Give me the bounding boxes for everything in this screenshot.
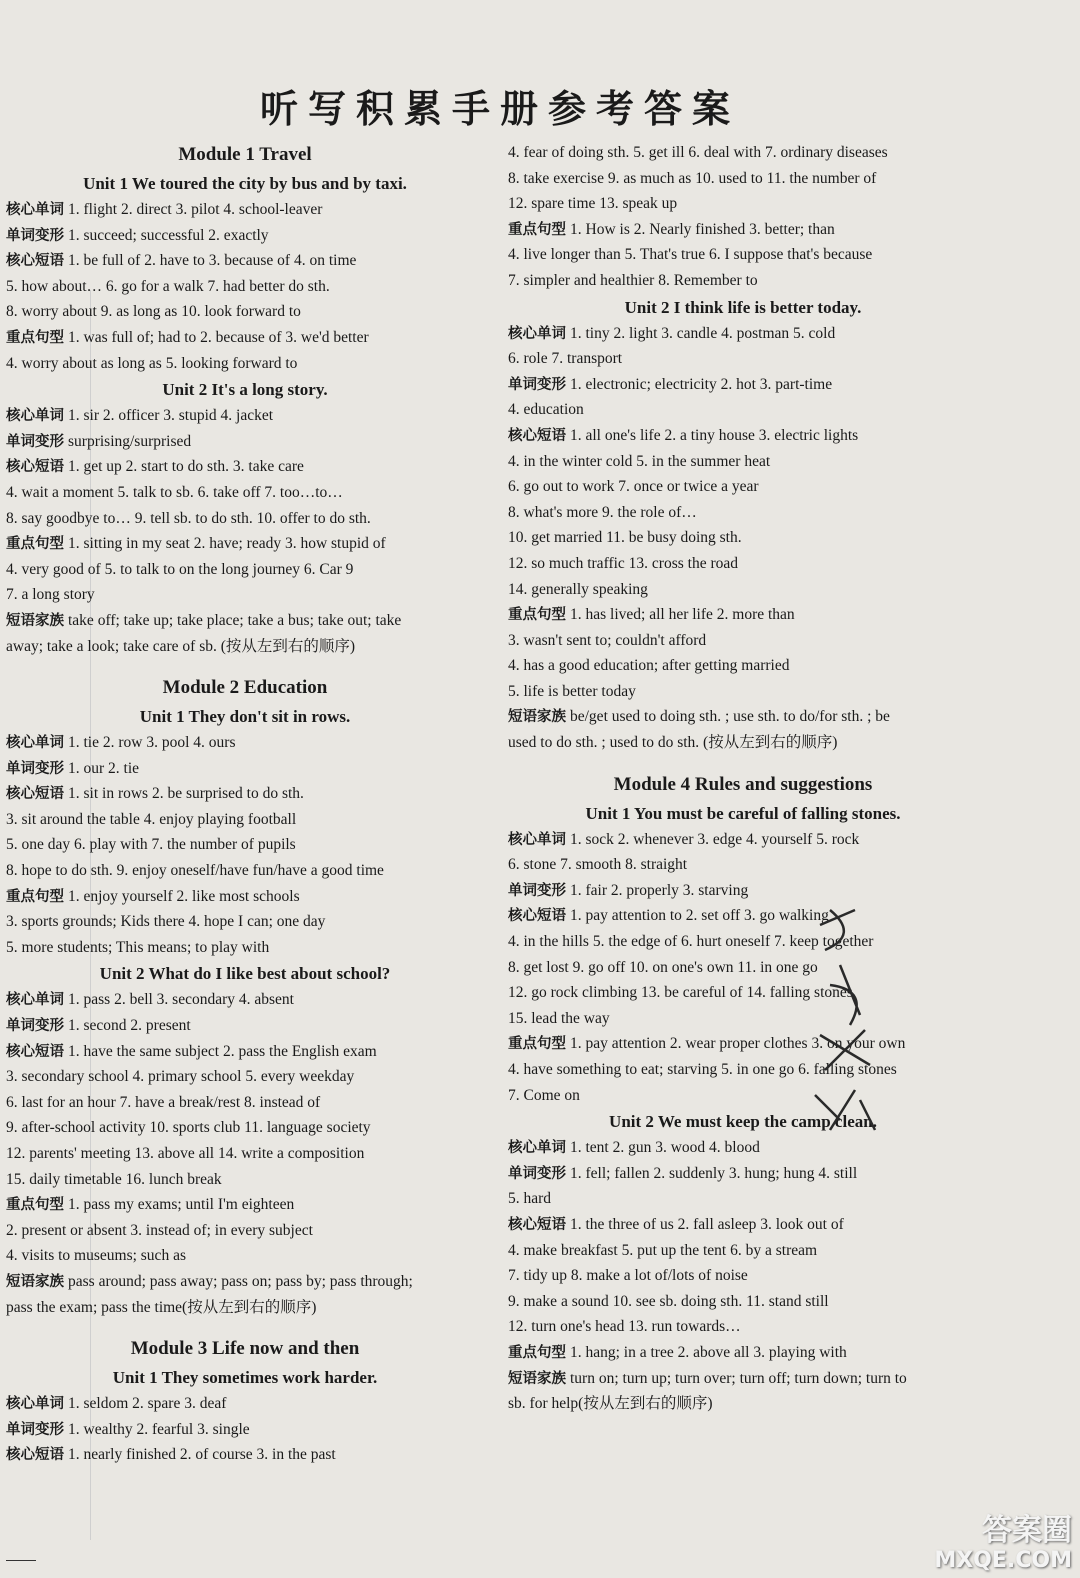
answer-text: 4. make breakfast 5. put up the tent 6. by a stream <box>508 1241 818 1259</box>
answer-text: 1. second 2. present <box>68 1017 191 1035</box>
answer-text: 4. live longer than 5. That's true 6. I suppose that's because <box>508 246 873 264</box>
answer-text: 4. in the winter cold 5. in the summer heat <box>508 452 771 470</box>
answer-line <box>6 325 484 351</box>
answer-line <box>6 884 484 910</box>
section-label: 短语家族 <box>508 1370 566 1387</box>
answer-line <box>508 1366 978 1392</box>
section-label: 短语家族 <box>508 709 566 726</box>
section-label: 核心短语 <box>6 1043 64 1060</box>
answer-line <box>508 577 978 603</box>
answer-line <box>508 878 978 904</box>
section-label: 核心短语 <box>508 908 566 925</box>
answer-line <box>508 1031 978 1057</box>
section-label: 单词变形 <box>6 433 64 450</box>
answer-text: 12. turn one's head 13. run towards… <box>508 1318 741 1336</box>
answer-text: 1. be full of 2. have to 3. because of 4. on time <box>68 252 357 270</box>
answer-text: 3. wasn't sent to; couldn't afford <box>508 631 707 649</box>
watermark <box>902 1514 1072 1574</box>
left-column <box>6 140 484 1468</box>
answer-text: 1. pass 2. bell 3. secondary 4. absent <box>68 991 294 1009</box>
answer-line <box>6 351 484 377</box>
answer-text: 14. generally speaking <box>508 580 648 598</box>
answer-text: 1. pay attention to 2. set off 3. go walking <box>570 907 829 925</box>
answer-line <box>6 1064 484 1090</box>
answer-text: 8. say goodbye to… 9. tell sb. to do sth. 10. offer to do sth. <box>6 509 371 527</box>
answer-text: 5. how about… 6. go for a walk 7. had better do sth. <box>6 277 330 295</box>
answer-line <box>6 1391 484 1417</box>
section-label: 单词变形 <box>6 1421 64 1438</box>
answer-text: used to do sth. ; used to do sth. (按从左到右的顺序) <box>508 734 838 752</box>
answer-text: 1. hang; in a tree 2. above all 3. playing with <box>570 1343 847 1361</box>
answer-text: pass the exam; pass the time(按从左到右的顺序) <box>6 1298 317 1316</box>
answer-line <box>508 1006 978 1032</box>
answer-line <box>6 1192 484 1218</box>
answer-text: 12. parents' meeting 13. above all 14. write a composition <box>6 1145 365 1162</box>
answer-line <box>6 223 484 249</box>
answer-text: 12. go rock climbing 13. be careful of 14. falling stones <box>508 984 853 1002</box>
section-label: 短语家族 <box>6 612 64 629</box>
answer-line <box>508 955 978 981</box>
answer-line <box>6 935 484 961</box>
answer-line <box>508 346 978 372</box>
answer-text: 4. in the hills 5. the edge of 6. hurt oneself 7. keep together <box>508 933 874 951</box>
answer-text: 3. sit around the table 4. enjoy playing football <box>6 810 297 828</box>
answer-line <box>6 756 484 782</box>
answer-line <box>508 191 978 217</box>
answer-line <box>6 1295 484 1321</box>
answer-line <box>6 1090 484 1116</box>
answer-text: 5. more students; This means; to play with <box>6 938 270 956</box>
answer-line <box>6 730 484 756</box>
answer-text: 1. seldom 2. spare 3. deaf <box>68 1395 227 1413</box>
answer-text: 2. present or absent 3. instead of; in every subject <box>6 1221 313 1239</box>
answer-line <box>508 1314 978 1340</box>
answer-line <box>6 1243 484 1269</box>
section-label: 核心短语 <box>6 253 64 270</box>
answer-line <box>6 1442 484 1468</box>
answer-line <box>508 1083 978 1109</box>
answer-text: 15. daily timetable 16. lunch break <box>6 1170 222 1188</box>
answer-line <box>6 197 484 223</box>
right-column <box>508 140 978 1417</box>
answer-line <box>6 480 484 506</box>
answer-line <box>508 1238 978 1264</box>
footer-rule <box>6 1560 36 1561</box>
answer-text: 6. stone 7. smooth 8. straight <box>508 856 688 874</box>
answer-text: 1. tiny 2. light 3. candle 4. postman 5. cold <box>570 324 836 342</box>
unit-heading: Unit 1 They don't sit in rows. <box>139 707 351 727</box>
answer-line <box>6 781 484 807</box>
answer-text: 8. take exercise 9. as much as 10. used to 11. the number of <box>508 169 877 187</box>
answer-line <box>508 1212 978 1238</box>
section-label: 单词变形 <box>508 376 566 393</box>
answer-text: 1. fair 2. properly 3. starving <box>570 881 749 899</box>
answer-line <box>6 531 484 557</box>
answer-text: 1. nearly finished 2. of course 3. in the past <box>68 1446 336 1464</box>
answer-text: 1. flight 2. direct 3. pilot 4. school-leaver <box>68 201 323 218</box>
answer-line <box>6 858 484 884</box>
section-label: 单词变形 <box>6 760 64 777</box>
section-label: 核心短语 <box>6 786 64 803</box>
section-label: 单词变形 <box>508 1165 566 1182</box>
answer-text: take off; take up; take place; take a bus; take out; take <box>68 611 402 629</box>
answer-line <box>508 321 978 347</box>
answer-line <box>508 268 978 294</box>
unit-heading: Unit 1 We toured the city by bus and by taxi. <box>83 174 407 193</box>
answer-line <box>508 1289 978 1315</box>
section-label: 核心单词 <box>6 1396 64 1413</box>
answer-text: 3. sports grounds; Kids there 4. hope I can; one day <box>6 913 326 931</box>
answer-text: 12. so much traffic 13. cross the road <box>508 554 739 572</box>
answer-text: away; take a look; take care of sb. (按从左到右的顺序) <box>6 637 356 655</box>
module-heading: Module 1 Travel <box>178 144 312 165</box>
answer-line <box>508 929 978 955</box>
answer-line <box>6 634 484 660</box>
section-label: 核心单词 <box>6 408 64 425</box>
section-label: 核心单词 <box>508 831 566 848</box>
answer-text: 1. electronic; electricity 2. hot 3. part-time <box>570 375 833 393</box>
answer-text: 1. sock 2. whenever 3. edge 4. yourself 5. rock <box>570 830 860 848</box>
answer-line <box>6 582 484 608</box>
answer-text: 7. tidy up 8. make a lot of/lots of noise <box>508 1267 748 1285</box>
answer-line <box>6 909 484 935</box>
section-label: 重点句型 <box>6 1197 64 1214</box>
answer-line <box>6 608 484 634</box>
answer-text: 4. worry about as long as 5. looking forward to <box>6 354 298 372</box>
answer-text: sb. for help(按从左到右的顺序) <box>508 1395 713 1413</box>
answer-text: 5. one day 6. play with 7. the number of pupils <box>6 836 296 854</box>
answer-line <box>508 551 978 577</box>
answer-line <box>6 1039 484 1065</box>
section-label: 重点句型 <box>508 1036 566 1053</box>
section-label: 重点句型 <box>508 607 566 624</box>
section-label: 核心单词 <box>6 735 64 752</box>
answer-line <box>508 980 978 1006</box>
answer-line <box>508 704 978 730</box>
answer-text: 1. all one's life 2. a tiny house 3. electric lights <box>570 426 859 444</box>
answer-line <box>6 1141 484 1167</box>
answer-text: 8. what's more 9. the role of… <box>508 503 697 521</box>
answer-line <box>508 372 978 398</box>
answer-text: 6. go out to work 7. once or twice a year <box>508 478 759 496</box>
section-label: 重点句型 <box>6 888 64 905</box>
watermark-logo: 答案圈 <box>982 1513 1072 1548</box>
answer-line <box>508 1186 978 1212</box>
section-label: 重点句型 <box>6 536 64 553</box>
section-label: 核心单词 <box>508 1140 566 1157</box>
answer-line <box>508 217 978 243</box>
answer-text: 1. the three of us 2. fall asleep 3. look out of <box>570 1215 844 1233</box>
answer-text: 1. tie 2. row 3. pool 4. ours <box>68 734 236 752</box>
answer-text: 4. has a good education; after getting married <box>508 657 790 675</box>
section-label: 短语家族 <box>6 1273 64 1290</box>
answer-line <box>6 299 484 325</box>
answer-line <box>6 1115 484 1141</box>
section-label: 核心短语 <box>508 427 566 444</box>
answer-line <box>508 852 978 878</box>
answer-line <box>508 827 978 853</box>
answer-text: 1. have the same subject 2. pass the English exam <box>68 1042 377 1060</box>
answer-line <box>508 1135 978 1161</box>
answer-text: 1. pay attention 2. wear proper clothes 3. on your own <box>570 1035 906 1053</box>
answer-text: 1. sitting in my seat 2. have; ready 3. how stupid of <box>68 535 386 553</box>
answer-text: surprising/surprised <box>68 432 192 450</box>
section-label: 单词变形 <box>508 882 566 899</box>
answer-text: 1. wealthy 2. fearful 3. single <box>68 1420 250 1438</box>
answer-line <box>6 987 484 1013</box>
answer-line <box>6 807 484 833</box>
answer-text: 15. lead the way <box>508 1009 610 1027</box>
answer-line <box>6 248 484 274</box>
unit-heading: Unit 2 We must keep the camp clean. <box>609 1112 877 1132</box>
answer-line <box>508 628 978 654</box>
answer-line <box>508 449 978 475</box>
answer-line <box>508 500 978 526</box>
answer-line <box>6 832 484 858</box>
answer-line <box>6 1417 484 1443</box>
answer-text: 1. succeed; successful 2. exactly <box>68 226 269 244</box>
answer-text: 5. hard <box>508 1190 552 1208</box>
section-label: 核心短语 <box>6 459 64 476</box>
answer-text: 10. get married 11. be busy doing sth. <box>508 529 742 547</box>
section-label: 核心单词 <box>6 202 64 218</box>
answer-text: 9. make a sound 10. see sb. doing sth. 11. stand still <box>508 1292 829 1310</box>
answer-line <box>6 403 484 429</box>
answer-line <box>508 423 978 449</box>
answer-text: 8. hope to do sth. 9. enjoy oneself/have fun/have a good time <box>6 862 384 880</box>
answer-text: pass around; pass away; pass on; pass by; pass through; <box>68 1272 413 1290</box>
answer-text: 1. How is 2. Nearly finished 3. better; than <box>570 220 835 238</box>
answer-line <box>6 274 484 300</box>
answer-text: 7. a long story <box>6 586 95 604</box>
answer-text: 8. worry about 9. as long as 10. look forward to <box>6 303 301 321</box>
answer-text: 6. last for an hour 7. have a break/rest 8. instead of <box>6 1093 321 1111</box>
handwritten-scribble <box>800 905 890 1135</box>
section-label: 核心短语 <box>508 1216 566 1233</box>
answer-text: 4. fear of doing sth. 5. get ill 6. deal with 7. ordinary diseases <box>508 144 888 161</box>
answer-line <box>6 1013 484 1039</box>
answer-line <box>6 557 484 583</box>
answer-text: 1. enjoy yourself 2. like most schools <box>68 887 300 905</box>
section-label: 单词变形 <box>6 1018 64 1035</box>
answer-line <box>6 1218 484 1244</box>
answer-text: 1. our 2. tie <box>68 759 140 777</box>
module-heading: Module 4 Rules and suggestions <box>613 773 873 795</box>
answer-text: 3. secondary school 4. primary school 5. every weekday <box>6 1068 355 1086</box>
module-heading: Module 3 Life now and then <box>130 1338 360 1360</box>
answer-text: 4. education <box>508 401 584 419</box>
answer-text: 4. very good of 5. to talk to on the long journey 6. Car 9 <box>6 560 354 578</box>
unit-heading: Unit 2 I think life is better today. <box>624 297 862 317</box>
unit-heading: Unit 1 You must be careful of falling stones. <box>585 803 901 823</box>
section-label: 核心单词 <box>508 325 566 342</box>
answer-line <box>6 1167 484 1193</box>
answer-text: 1. pass my exams; until I'm eighteen <box>68 1196 295 1214</box>
answer-text: 1. get up 2. start to do sth. 3. take care <box>68 458 304 476</box>
answer-text: 7. simpler and healthier 8. Remember to <box>508 271 758 289</box>
answer-line <box>508 1391 978 1417</box>
unit-heading: Unit 2 What do I like best about school? <box>99 964 391 984</box>
answer-text: 1. fell; fallen 2. suddenly 3. hung; hung 4. still <box>570 1164 858 1182</box>
answer-line <box>508 679 978 705</box>
answer-text: 1. tent 2. gun 3. wood 4. blood <box>570 1139 760 1157</box>
section-label: 重点句型 <box>508 221 566 238</box>
answer-line <box>6 429 484 455</box>
answer-text: 4. wait a moment 5. talk to sb. 6. take off 7. too…to… <box>6 483 343 501</box>
section-label: 单词变形 <box>6 227 64 244</box>
answer-line <box>6 454 484 480</box>
answer-text: 9. after-school activity 10. sports club 11. language society <box>6 1119 371 1137</box>
answer-line <box>508 653 978 679</box>
unit-heading: Unit 1 They sometimes work harder. <box>112 1368 378 1388</box>
answer-line <box>508 397 978 423</box>
answer-text: 5. life is better today <box>508 682 636 700</box>
section-label: 重点句型 <box>6 329 64 346</box>
section-label: 核心单词 <box>6 992 64 1009</box>
answer-line <box>508 140 978 166</box>
answer-text: 4. visits to museums; such as <box>6 1247 186 1265</box>
answer-line <box>508 1057 978 1083</box>
answer-line <box>508 474 978 500</box>
answer-line <box>508 730 978 756</box>
answer-text: turn on; turn up; turn over; turn off; turn down; turn to <box>570 1369 907 1387</box>
answer-text: 1. sir 2. officer 3. stupid 4. jacket <box>68 407 274 425</box>
unit-heading: Unit 2 It's a long story. <box>162 380 328 400</box>
answer-text: 7. Come on <box>508 1086 580 1104</box>
answer-text: 4. have something to eat; starving 5. in one go 6. falling stones <box>508 1061 897 1078</box>
answer-line <box>6 1269 484 1295</box>
section-label: 核心短语 <box>6 1447 64 1464</box>
answer-line <box>508 602 978 628</box>
answer-text: 8. get lost 9. go off 10. on one's own 11. in one go <box>508 958 818 976</box>
answer-text: 1. was full of; had to 2. because of 3. we'd better <box>68 328 369 346</box>
answer-line <box>508 1340 978 1366</box>
answer-text: be/get used to doing sth. ; use sth. to do/for sth. ; be <box>570 708 890 726</box>
answer-line <box>508 166 978 192</box>
answer-text: 1. has lived; all her life 2. more than <box>570 606 795 624</box>
answer-text: 6. role 7. transport <box>508 350 623 368</box>
answer-line <box>508 525 978 551</box>
answer-line <box>508 1161 978 1187</box>
answer-line <box>508 1263 978 1289</box>
answer-line <box>6 506 484 532</box>
page-title: 听写积累手册参考答案 <box>259 86 740 131</box>
module-heading: Module 2 Education <box>162 677 328 699</box>
section-label: 重点句型 <box>508 1344 566 1361</box>
watermark-url: MXQE.COM <box>934 1548 1072 1573</box>
answer-line <box>508 242 978 268</box>
answer-line <box>508 903 978 929</box>
answer-text: 1. sit in rows 2. be surprised to do sth. <box>68 785 304 803</box>
answer-text: 12. spare time 13. speak up <box>508 195 678 213</box>
